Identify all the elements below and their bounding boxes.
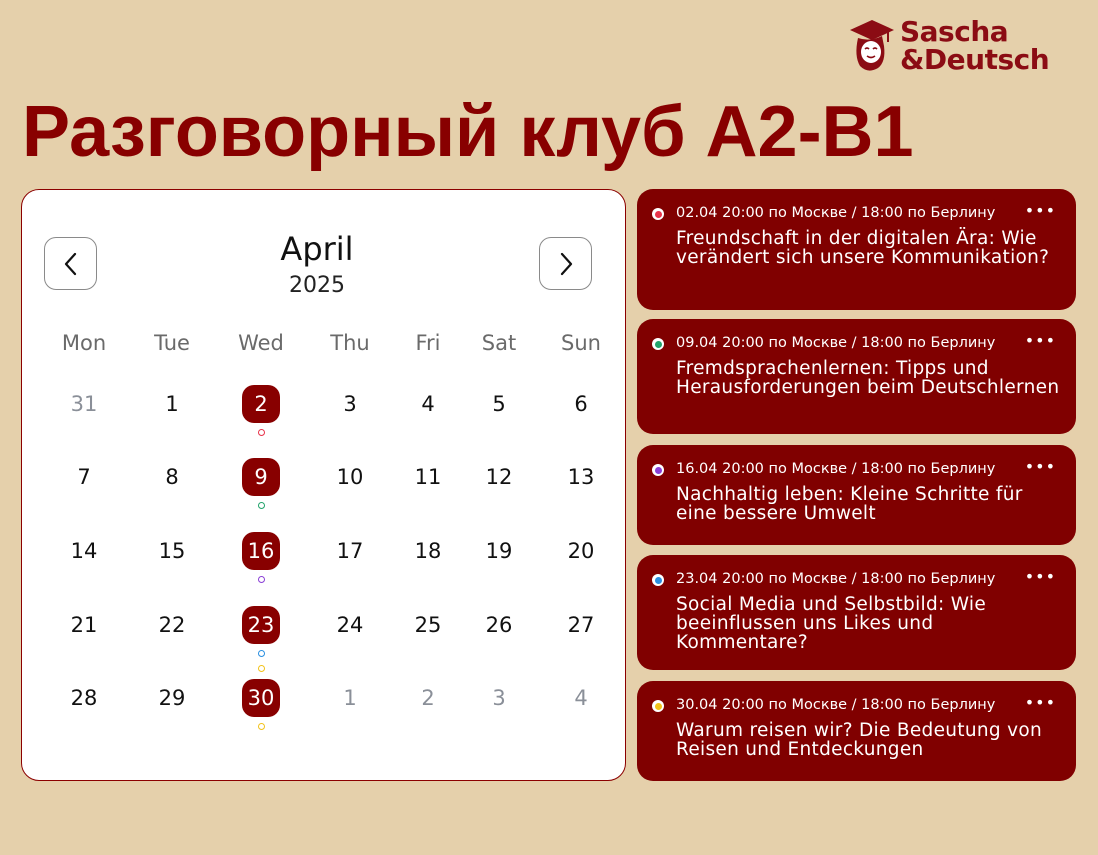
calendar-day[interactable]: 1 [165, 392, 179, 416]
calendar-day[interactable]: 2 [421, 686, 435, 710]
calendar-day[interactable]: 4 [574, 686, 588, 710]
event-card[interactable] [637, 319, 1076, 434]
calendar-day[interactable]: 18 [414, 539, 442, 563]
event-date: 09.04 20:00 по Москве / 18:00 по Берлину [676, 335, 996, 351]
calendar-day[interactable]: 12 [485, 465, 513, 489]
calendar-day[interactable]: 15 [158, 539, 186, 563]
page-title: Разговорный клуб A2-B1 [22, 92, 914, 172]
event-color-dot-icon [652, 338, 664, 350]
weekday-fri: Fri [415, 331, 441, 355]
event-card[interactable] [637, 681, 1076, 781]
weekday-sat: Sat [481, 331, 517, 355]
brand-name-line2: &Deutsch [900, 43, 1050, 76]
calendar-day[interactable]: 24 [336, 613, 364, 637]
event-card[interactable] [637, 445, 1076, 545]
weekday-mon: Mon [61, 331, 107, 355]
brand-name-line1: Sascha [900, 15, 1009, 48]
calendar-panel [21, 189, 626, 781]
calendar-day[interactable]: 10 [336, 465, 364, 489]
event-marker-dot [258, 502, 265, 509]
more-options-icon[interactable]: ••• [1024, 693, 1056, 712]
calendar-day[interactable]: 11 [414, 465, 442, 489]
calendar-day[interactable]: 14 [70, 539, 98, 563]
calendar-day[interactable]: 29 [158, 686, 186, 710]
calendar-day[interactable]: 26 [485, 613, 513, 637]
event-date: 30.04 20:00 по Москве / 18:00 по Берлину [676, 697, 996, 713]
calendar-day[interactable]: 20 [567, 539, 595, 563]
event-title: Freundschaft in der digitalen Ära: Wie verändert sich unsere Kommunikation? [676, 228, 1050, 268]
calendar-day[interactable]: 2 [242, 385, 280, 423]
event-title: Nachhaltig leben: Kleine Schritte für eine bessere Umwelt [676, 484, 1023, 524]
calendar-day[interactable]: 25 [414, 613, 442, 637]
mascot-icon [848, 18, 894, 74]
weekday-wed: Wed [238, 331, 284, 355]
calendar-day[interactable]: 31 [70, 392, 98, 416]
event-card[interactable] [637, 555, 1076, 670]
more-options-icon[interactable]: ••• [1024, 331, 1056, 350]
event-date: 02.04 20:00 по Москве / 18:00 по Берлину [676, 205, 996, 221]
event-title: Fremdsprachenlernen: Tipps und Herausforderungen beim Deutschlernen [676, 358, 1060, 398]
calendar-day[interactable]: 7 [77, 465, 91, 489]
calendar-day[interactable]: 4 [421, 392, 435, 416]
event-color-dot-icon [652, 574, 664, 586]
event-color-dot-icon [652, 700, 664, 712]
calendar-day[interactable]: 1 [343, 686, 357, 710]
calendar-day[interactable]: 16 [242, 532, 280, 570]
calendar-day[interactable]: 27 [567, 613, 595, 637]
event-color-dot-icon [652, 464, 664, 476]
event-color-dot-icon [652, 208, 664, 220]
weekday-sun: Sun [561, 331, 601, 355]
next-month-button[interactable] [539, 237, 592, 290]
event-marker-dot [258, 723, 265, 730]
calendar-day[interactable]: 5 [492, 392, 506, 416]
calendar-day[interactable]: 9 [242, 458, 280, 496]
event-title: Social Media und Selbstbild: Wie beeinflussen uns Likes und Kommentare? [676, 594, 987, 653]
calendar-day[interactable]: 6 [574, 392, 588, 416]
event-title: Warum reisen wir? Die Bedeutung von Reisen und Entdeckungen [676, 720, 1042, 760]
calendar-day[interactable]: 22 [158, 613, 186, 637]
brand-logo [848, 15, 1050, 76]
calendar-day[interactable]: 3 [492, 686, 506, 710]
calendar-day[interactable]: 17 [336, 539, 364, 563]
event-marker-dot [258, 429, 265, 436]
calendar-day[interactable]: 19 [485, 539, 513, 563]
chevron-right-icon [557, 251, 575, 277]
calendar-year: 2025 [289, 273, 345, 298]
calendar-day[interactable]: 21 [70, 613, 98, 637]
event-card[interactable] [637, 189, 1076, 310]
calendar-month: April [280, 230, 354, 268]
event-date: 16.04 20:00 по Москве / 18:00 по Берлину [676, 461, 996, 477]
calendar-day[interactable]: 28 [70, 686, 98, 710]
weekday-thu: Thu [330, 331, 370, 355]
event-date: 23.04 20:00 по Москве / 18:00 по Берлину [676, 571, 996, 587]
calendar-day[interactable]: 23 [242, 606, 280, 644]
calendar-day[interactable]: 3 [343, 392, 357, 416]
more-options-icon[interactable]: ••• [1024, 201, 1056, 220]
more-options-icon[interactable]: ••• [1024, 567, 1056, 586]
calendar-day[interactable]: 13 [567, 465, 595, 489]
event-marker-dot [258, 576, 265, 583]
calendar-day[interactable]: 8 [165, 465, 179, 489]
event-marker-dot [258, 665, 265, 672]
calendar-day[interactable]: 30 [242, 679, 280, 717]
more-options-icon[interactable]: ••• [1024, 457, 1056, 476]
event-marker-dot [258, 650, 265, 657]
weekday-tue: Tue [154, 331, 190, 355]
